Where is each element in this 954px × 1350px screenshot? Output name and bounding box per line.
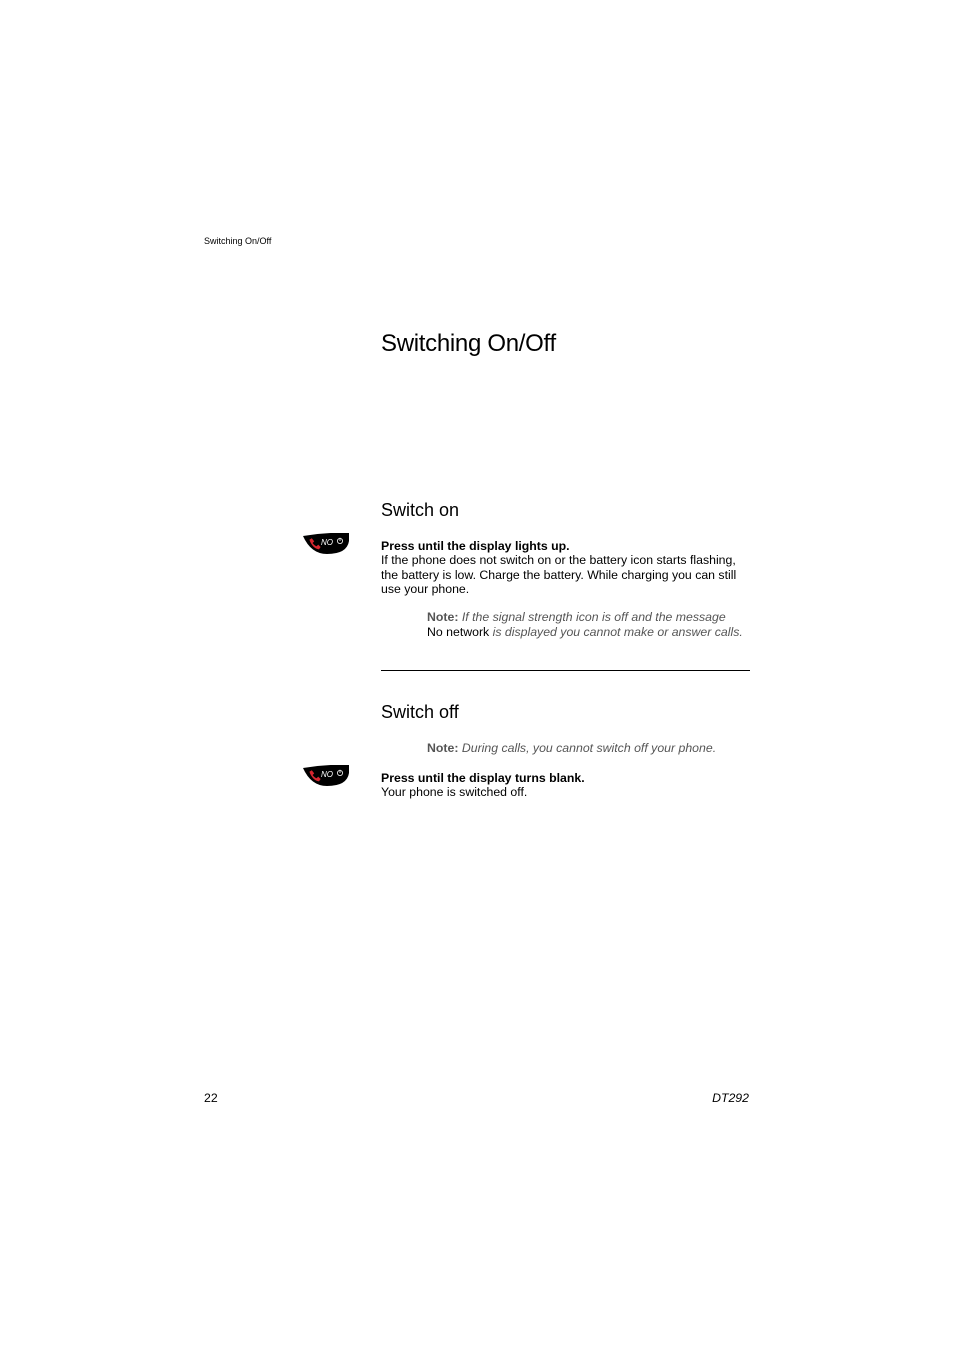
model-name: DT292 [712,1091,749,1105]
page-title: Switching On/Off [381,330,556,357]
note-label: Note: [427,741,459,755]
switch-on-heading: Switch on [381,500,460,520]
key-label: NO [321,770,333,779]
note-ui-text: No network [427,625,490,639]
switch-off-instruction: Press until the display turns blank. [381,771,585,785]
switch-on-body: If the phone does not switch on or the battery icon starts flashing, the battery is low. Charge the battery. While charging you can still use your phone. [381,553,737,596]
key-label: NO [321,538,333,547]
switch-off-body: Your phone is switched off. [381,785,528,800]
running-header: Switching On/Off [204,236,272,246]
note-label: Note: [427,610,459,624]
note-text-after: is displayed you cannot make or answer calls. [492,625,743,639]
switch-off-note [427,741,757,756]
page-number: 22 [204,1091,218,1105]
switch-on-text [381,539,751,596]
no-power-key-icon [303,533,349,555]
switch-on-instruction: Press until the display lights up. [381,539,570,553]
no-power-key-icon [303,765,349,787]
switch-off-heading: Switch off [381,702,459,722]
switch-on-note [427,610,757,640]
section-divider [381,670,750,671]
note-text: During calls, you cannot switch off your phone. [461,741,717,755]
note-text-before: If the signal strength icon is off and the message [461,610,726,624]
switch-off-text [381,771,751,800]
